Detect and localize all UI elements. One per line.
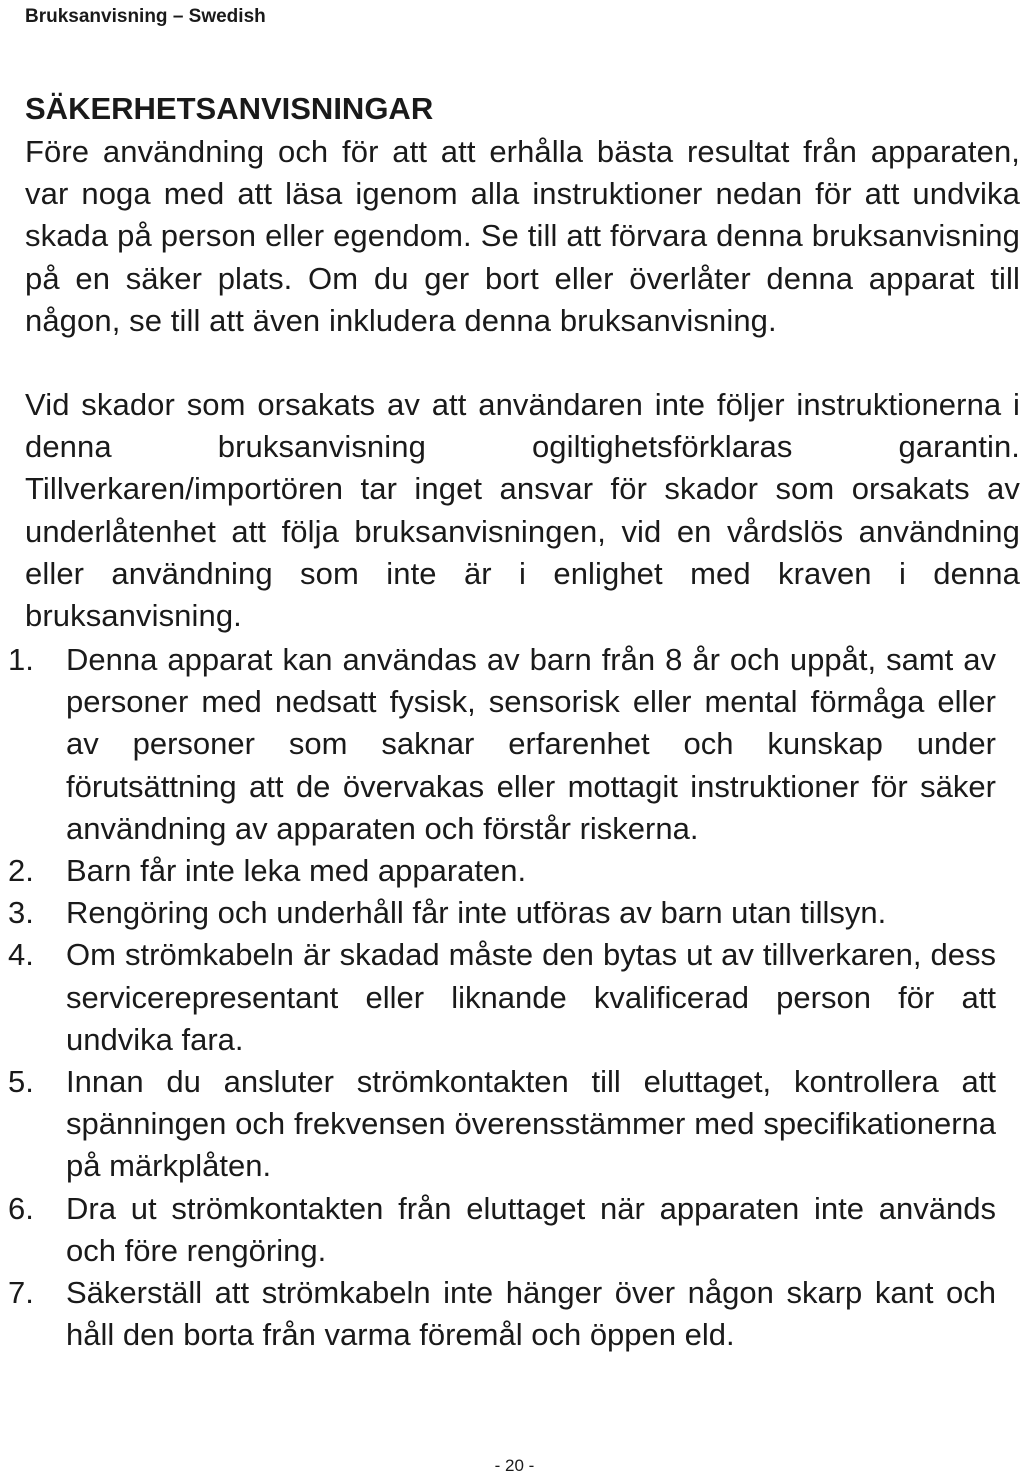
intro-paragraph: Före användning och för att att erhålla bästa resultat från apparaten, var noga med att läsa igenom alla instruktioner nedan för att undvika skada på person eller egendom. Se till att förvara denna bruksanvisning på en säker plats. Om du ger bort eller överlåter denna apparat till någon, se till att även inkludera denna bruksanvisning. <box>25 134 1020 338</box>
list-item-number: 6. <box>8 1190 34 1226</box>
list-item-text: Dra ut strömkontakten från eluttaget när apparaten inte används och före rengöring. <box>66 1190 996 1268</box>
document-header: Bruksanvisning – Swedish <box>25 6 266 27</box>
list-item-number: 1. <box>8 642 34 677</box>
list-item-number: 4. <box>8 937 34 973</box>
list-item <box>8 892 996 934</box>
list-item <box>8 1272 996 1356</box>
list-item <box>8 1061 996 1188</box>
list-item-text: Denna apparat kan användas av barn från 8 år och uppåt, samt av personer med nedsatt fysisk, sensorisk eller mental förmåga eller av personer som saknar erfarenhet och kunskap under förutsättning att de övervakas eller mottagit instruktioner för säker användning av apparaten och förstår riskerna. <box>66 642 996 846</box>
list-item-text: Innan du ansluter strömkontakten till eluttaget, kontrollera att spänningen och frekvensen överensstämmer med specifikationerna på märkplåten. <box>66 1064 996 1184</box>
page-number: - 20 - <box>494 1456 535 1475</box>
list-item-text: Om strömkabeln är skadad måste den bytas ut av tillverkaren, dess servicerepresentant eller liknande kvalificerad person för att undvika fara. <box>66 937 996 1057</box>
list-item-number: 5. <box>8 1064 34 1100</box>
section-title: SÄKERHETSANVISNINGAR <box>25 91 434 126</box>
safety-instructions-list <box>8 639 996 1356</box>
warranty-paragraph: Vid skador som orsakats av att användaren inte följer instruktionerna i denna bruksanvisning ogiltighetsförklaras garantin. Tillverkaren/importören tar inget ansvar för skador som orsakats av underlåtenhet att följa bruksanvisningen, vid en vårdslös användning eller användning som inte är i enlighet med kraven i denna bruksanvisning. <box>25 387 1020 634</box>
list-item-number: 3. <box>8 895 34 931</box>
list-item-number: 2. <box>8 853 34 889</box>
list-item <box>8 639 996 850</box>
list-item-number: 7. <box>8 1275 34 1311</box>
list-item <box>8 1188 996 1272</box>
list-item <box>8 934 996 1061</box>
list-item <box>8 850 996 892</box>
list-item-text: Barn får inte leka med apparaten. <box>66 853 527 889</box>
list-item-text: Rengöring och underhåll får inte utföras av barn utan tillsyn. <box>66 895 887 931</box>
list-item-text: Säkerställ att strömkabeln inte hänger över någon skarp kant och håll den borta från varma föremål och öppen eld. <box>66 1275 996 1353</box>
